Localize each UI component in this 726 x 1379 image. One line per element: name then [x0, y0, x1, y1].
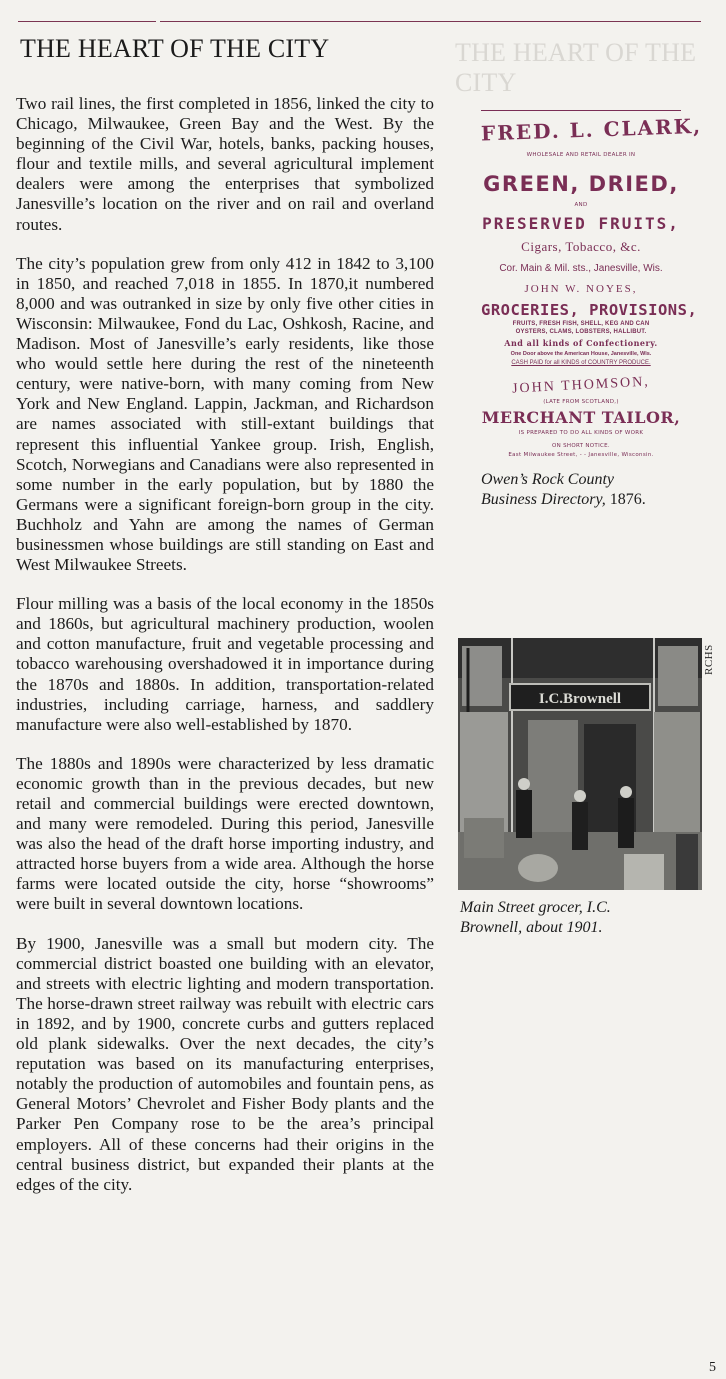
- page-title: THE HEART OF THE CITY: [20, 34, 330, 63]
- page-title-bleedthrough: THE HEART OF THE CITY: [455, 38, 697, 97]
- ad-confectionery: And all kinds of Confectionery.: [504, 338, 658, 348]
- paragraph-population: The city’s population grew from only 412 in 1842 to 3,100 in 1850, and reached 7,018 in 1855. In 1870,it numbered 8,000 and was outranked in size by only five other cities in Wisconsin: Milwaukee, Fond du Lac, Oshkosh, Racine, and Madison. Most of Janesville’s early residents, like those who would settle here during the rest of the nineteenth century, were native-born, with many coming from New York and New England. Lappin, Jackman, and Richardson are names associated with still-extant buildings that represent this influential Yankee group. Irish, English, Scotch, Norwegians and Canadians were also represented in some number in the early population, but by 1880 the Germans were a significant foreign-born group in the city. Buchholz and Yahn are among the names of German businessmen whose buildings are still standing on East and West Milwaukee Streets.: [16, 253, 434, 575]
- ad-green-dried: GREEN, DRIED,: [483, 172, 679, 196]
- ad-noyes-name: JOHN W. NOYES,: [524, 283, 638, 295]
- ad-and: AND: [574, 202, 588, 208]
- ad-rule: [481, 110, 681, 111]
- ad-on-short-notice: ON SHORT NOTICE.: [552, 443, 610, 449]
- ad-caption: [481, 470, 701, 510]
- ad-groceries: GROCERIES, PROVISIONS,: [481, 301, 698, 319]
- ad-merchant-tailor: MERCHANT TAILOR,: [481, 408, 681, 427]
- page-number: 5: [709, 1360, 716, 1375]
- ad-thomson-name: JOHN THOMSON,: [511, 374, 651, 397]
- photo-caption-line1: Main Street grocer, I.C.: [460, 899, 611, 916]
- article-body: [16, 94, 434, 1214]
- ad-fruits-line: FRUITS, FRESH FISH, SHELL, KEG AND CAN: [512, 321, 650, 327]
- photo-caption: [460, 898, 700, 938]
- ad-preserved-fruits: PRESERVED FRUITS,: [482, 214, 680, 233]
- brownell-store-photo: [458, 638, 702, 890]
- paragraph-1900: By 1900, Janesville was a small but modern city. The commercial district boasted one building with an elevator, and streets with electric lighting and modern transportation. The horse-drawn street railway was rebuilt with electric cars in 1892, and by 1900, concrete curbs and gutters replaced old plank sidewalks. Over the next decades, the city’s reputation was based on its manufacturing enterprises, notably the production of automobiles and fountain pens, as General Motors’ Chevrolet and Fisher Body plants and the Parker Pen Company rose to be the area’s principal employers. All of these concerns had their origins in the central business district, but expanded their plants at the edges of the city.: [16, 933, 434, 1194]
- ad-oysters-line: OYSTERS, CLAMS, LOBSTERS, HALLIBUT.: [515, 329, 647, 335]
- ad-east-milwaukee: East Milwaukee Street, - - Janesville, Wisconsin.: [508, 452, 654, 458]
- ad-one-door: One Door above the American House, Janesville, Wis.: [510, 351, 652, 357]
- directory-advertisement: [480, 110, 703, 466]
- ad-cigars: Cigars, Tobacco, &c.: [521, 239, 641, 254]
- ad-corner-address: Cor. Main & Mil. sts., Janesville, Wis.: [499, 263, 663, 274]
- ad-caption-line2: Business Directory,: [481, 491, 606, 508]
- ad-caption-year: 1876.: [609, 491, 646, 508]
- ad-clark-sub: WHOLESALE AND RETAIL DEALER IN: [526, 152, 636, 158]
- ad-prepared: IS PREPARED TO DO ALL KINDS OF WORK: [518, 430, 644, 436]
- paragraph-1880s: The 1880s and 1890s were characterized by less dramatic economic growth than in the previous decades, but new retail and commercial buildings were erected downtown, and many were remodeled. During this period, Janesville was also the head of the draft horse importing industry, and attracted horse buyers from a wide area. Although the horse farms were located outside the city, horse “showrooms” were built in several downtown locations.: [16, 753, 434, 914]
- paragraph-rail-lines: Two rail lines, the first completed in 1856, linked the city to Chicago, Milwaukee, Green Bay and the West. By the beginning of the Civil War, hotels, banks, packing houses, flour and textile mills, and several agricultural implement dealers were among the enterprises that symbolized Janesville’s location on the river and on rail and overland routes.: [16, 94, 434, 234]
- photo-credit: RCHS: [703, 644, 715, 676]
- top-rule: [18, 21, 701, 22]
- ad-late-from-scotland: (LATE FROM SCOTLAND,): [543, 399, 619, 405]
- photo-caption-line2: Brownell, about 1901.: [460, 919, 603, 936]
- ad-caption-line1: Owen’s Rock County: [481, 471, 615, 488]
- store-sign-text: I.C.Brownell: [538, 691, 622, 707]
- storefront-illustration: [458, 638, 702, 890]
- paragraph-flour-milling: Flour milling was a basis of the local economy in the 1850s and 1860s, but agricultural machinery production, woolen and cotton manufacture, fruit and vegetable processing and tobacco warehousing overshadowed it in importance during the 1870s and 1880s. In addition, transportation-related industries, including carriage, harness, and saddlery manufacture were also well-established by 1870.: [16, 594, 434, 734]
- ad-cash-paid: CASH PAID for all KINDS of COUNTRY PRODUCE.: [511, 360, 651, 366]
- ad-clark-name: FRED. L. CLARK,: [480, 113, 703, 146]
